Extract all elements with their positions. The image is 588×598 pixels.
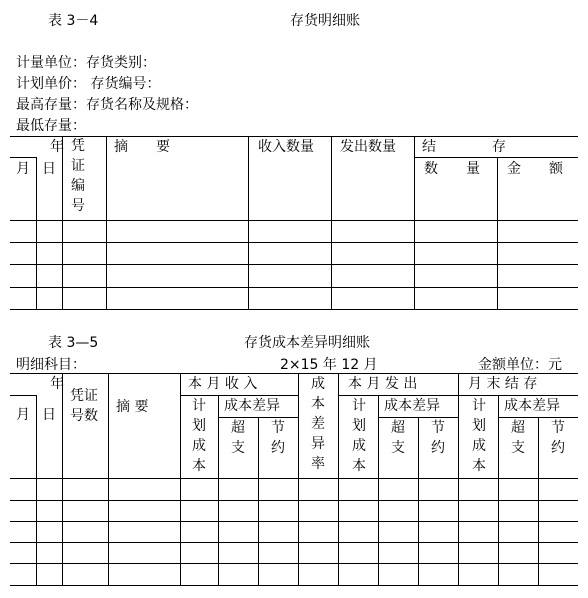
t2-out-save-header: 节约: [431, 420, 445, 456]
t1-out-qty-header: 发出数量: [340, 139, 396, 155]
t2-out-plan-cost-header: 计划成本: [352, 398, 366, 474]
t2-voucher-header: 凭证号数: [70, 388, 98, 424]
table1-title: 存货明细账: [290, 13, 360, 29]
t2-in-save-header: 节约: [271, 420, 285, 456]
t1-amount-header: 金 额: [507, 161, 563, 177]
table1-meta-3: 最高存量：存货名称及规格：: [16, 97, 198, 113]
t2-day-header: 日: [42, 407, 56, 423]
t2-in-group-header: 本 月 收 入: [188, 376, 258, 392]
t2-month-header: 月: [16, 407, 30, 423]
t2-in-over-header: 超支: [231, 420, 245, 456]
t2-summary-header: 摘 要: [116, 399, 149, 415]
t2-end-plan-cost-header: 计划成本: [472, 398, 486, 474]
t1-year-header: 年: [50, 139, 64, 155]
t2-in-cost-diff-header: 成本差异: [224, 398, 280, 414]
table1-meta-4: 最低存量：: [16, 118, 86, 134]
t1-summary-header: 摘 要: [114, 139, 170, 155]
t2-end-over-header: 超支: [511, 420, 525, 456]
t2-year-header: 年: [50, 376, 64, 392]
table2-date: 2×15 年 12 月: [280, 357, 378, 373]
table2-label: 表 3—5: [48, 335, 99, 351]
table2-unit: 金额单位：元: [478, 357, 562, 373]
t2-diff-rate-header: 成本差异率: [311, 376, 325, 472]
t1-qty-header: 数 量: [424, 161, 480, 177]
t1-month-header: 月: [16, 161, 30, 177]
t2-end-group-header: 月 末 结 存: [468, 376, 538, 392]
t2-in-plan-cost-header: 计划成本: [192, 398, 206, 474]
t2-out-over-header: 超支: [391, 420, 405, 456]
t1-voucher-header: 凭证编号: [71, 138, 85, 214]
t2-out-cost-diff-header: 成本差异: [384, 398, 440, 414]
table1-meta-2: 计划单价： 存货编号：: [16, 76, 161, 92]
table2-title: 存货成本差异明细账: [244, 335, 370, 351]
t1-day-header: 日: [42, 161, 56, 177]
table2-subject: 明细科目：: [16, 357, 86, 373]
table1-meta-1: 计量单位：存货类别：: [16, 55, 156, 71]
t2-out-group-header: 本 月 发 出: [348, 376, 418, 392]
t2-end-save-header: 节约: [551, 420, 565, 456]
table1-label: 表 3－4: [48, 13, 99, 29]
t1-balance-header: 结 存: [422, 139, 506, 155]
t2-end-cost-diff-header: 成本差异: [504, 398, 560, 414]
t1-in-qty-header: 收入数量: [258, 139, 314, 155]
